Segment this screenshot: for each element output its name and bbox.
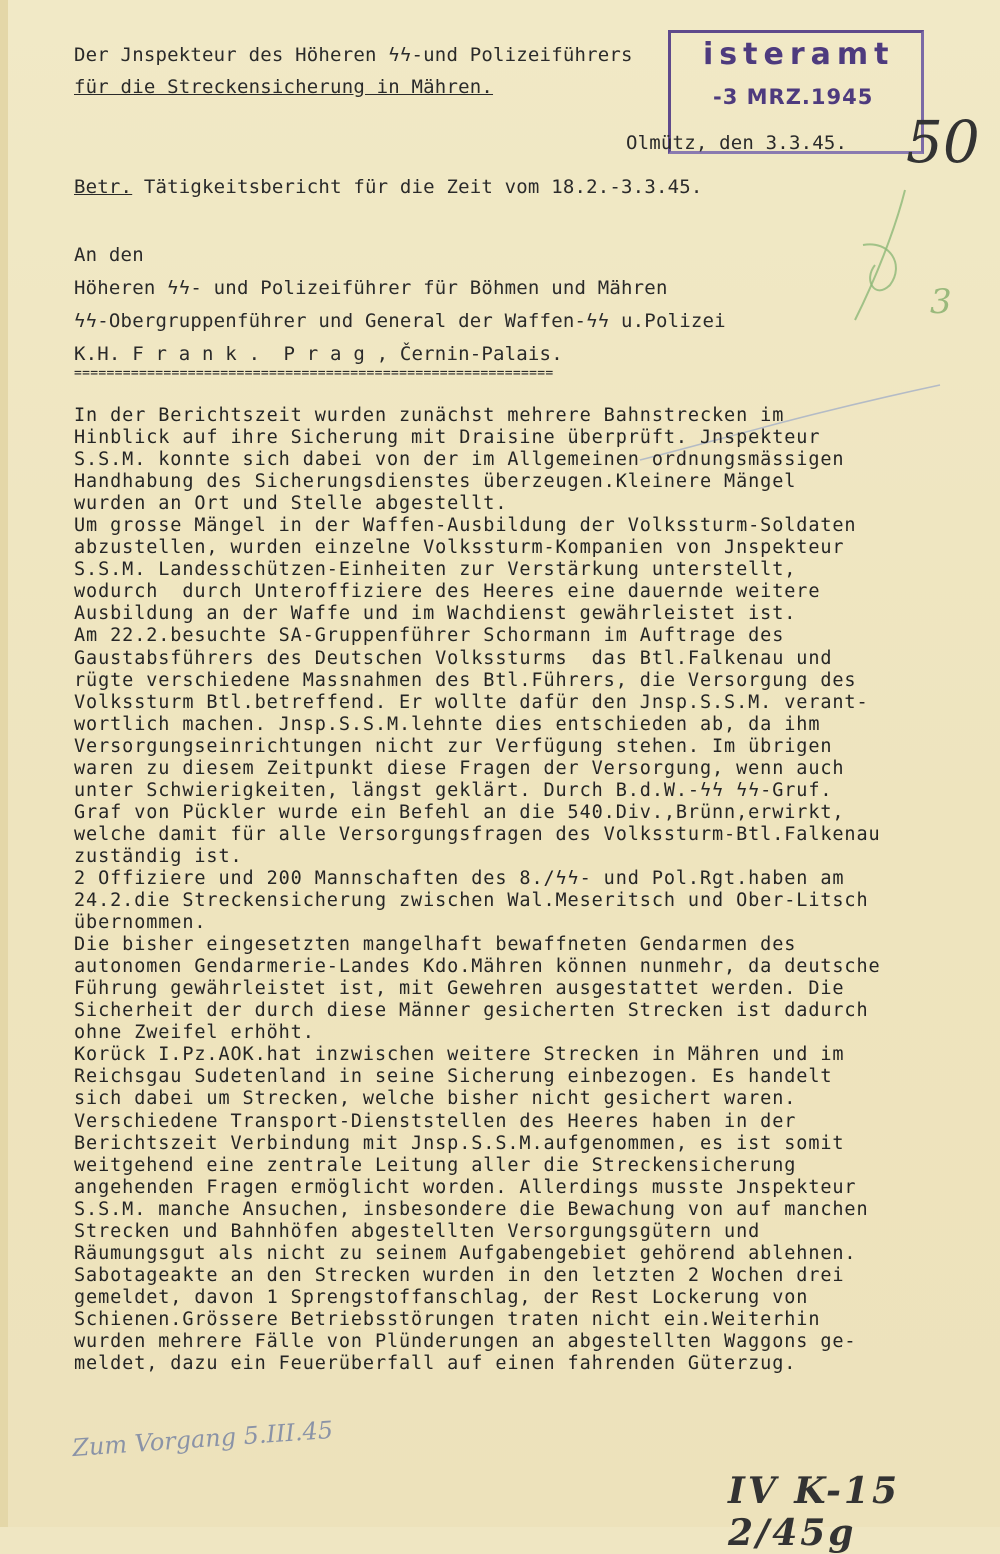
body-line: wurden an Ort und Stelle abgestellt. <box>74 493 508 515</box>
body-line: Hinblick auf ihre Sicherung mit Draisine überprüft. Jnspekteur <box>74 427 821 449</box>
body-line: rügte verschiedene Massnahmen des Btl.Führers, die Versorgung des <box>74 669 857 691</box>
body-line: autonomen Gendarmerie-Landes Kdo.Mähren können nunmehr, da deutsche <box>74 956 881 978</box>
body-line: übernommen. <box>74 912 207 934</box>
header-line-2: für die Streckensicherung in Mähren. <box>74 76 494 98</box>
body-line: zuständig ist. <box>74 845 243 867</box>
body-line: meldet, dazu ein Feuerüberfall auf einen fahrenden Güterzug. <box>74 1353 797 1375</box>
body-line: weitgehend eine zentrale Leitung aller die Streckensicherung <box>74 1154 797 1176</box>
stamp-office-text: isteramt <box>703 37 895 72</box>
green-pencil-stroke <box>855 190 905 320</box>
stamp-date: -3 MRZ.1945 <box>713 85 874 109</box>
body-line: Verschiedene Transport-Dienststellen des Heeres haben in der <box>74 1110 797 1132</box>
body-line: S.S.M. manche Ansuchen, insbesondere die Bewachung von auf manchen <box>74 1198 869 1220</box>
recipient-line-3: K.H. F r a n k . P r a g , Černin-Palais. <box>74 343 563 365</box>
green-pencil-mark <box>835 170 995 370</box>
handwritten-page-number: 50 <box>906 108 980 176</box>
body-line: Schienen.Grössere Betriebsstörungen traten nicht ein.Weiterhin <box>74 1308 821 1330</box>
body-line: Ausbildung an der Waffe und im Wachdienst gewährleistet ist. <box>74 603 797 625</box>
body-line: unter Schwierigkeiten, längst geklärt. Durch B.d.W.-ϟϟ ϟϟ-Gruf. <box>74 779 833 801</box>
body-line: Sabotageakte an den Strecken wurden in den letzten 2 Wochen drei <box>74 1264 845 1286</box>
body-line: Am 22.2.besuchte SA-Gruppenführer Schormann im Auftrage des <box>74 625 785 647</box>
subject-label: Betr. <box>74 176 133 198</box>
body-line: Handhabung des Sicherungsdienstes überzeugen.Kleinere Mängel <box>74 471 797 493</box>
green-pencil-number: 3 <box>930 282 952 322</box>
body-line: Strecken und Bahnhöfen abgestellten Versorgungsgütern und <box>74 1220 761 1242</box>
body-line: welche damit für alle Versorgungsfragen des Volkssturm-Btl.Falkenau <box>74 823 881 845</box>
body-line: gemeldet, davon 1 Sprengstoffanschlag, der Rest Lockerung von <box>74 1286 809 1308</box>
subject-text: Tätigkeitsbericht für die Zeit vom 18.2.-3.3.45. <box>143 176 703 198</box>
body-line: wortlich machen. Jnsp.S.S.M.lehnte dies entschieden ab, da ihm <box>74 713 821 735</box>
recipient-intro: An den <box>74 244 144 266</box>
body-line: Korück I.Pz.AOK.hat inzwischen weitere Strecken in Mähren und im <box>74 1044 845 1066</box>
report-body <box>74 405 881 1375</box>
body-line: Die bisher eingesetzten mangelhaft bewaffneten Gendarmen des <box>74 934 797 956</box>
place-date: Olmütz, den 3.3.45. <box>626 132 848 154</box>
body-line: Berichtszeit Verbindung mit Jnsp.S.S.M.aufgenommen, es ist somit <box>74 1132 845 1154</box>
body-line: Gaustabsführers des Deutschen Volkssturms das Btl.Falkenau und <box>74 647 833 669</box>
body-line: ohne Zweifel erhöht. <box>74 1022 315 1044</box>
body-line: Graf von Pückler wurde ein Befehl an die 540.Div.,Brünn,erwirkt, <box>74 801 845 823</box>
body-line: Sicherheit der durch diese Männer gesicherten Strecken ist dadurch <box>74 1000 869 1022</box>
subject-line <box>74 176 703 198</box>
body-line: waren zu diesem Zeitpunkt diese Fragen der Versorgung, wenn auch <box>74 757 845 779</box>
paper-edge <box>0 0 8 1527</box>
file-reference: IV K-15 2/45g <box>728 1470 901 1554</box>
body-line: 2 Offiziere und 200 Mannschaften des 8./ϟϟ- und Pol.Rgt.haben am <box>74 867 845 889</box>
body-line: sich dabei um Strecken, welche bisher nicht gesichert waren. <box>74 1088 797 1110</box>
body-line: wurden mehrere Fälle von Plünderungen an abgestellten Waggons ge- <box>74 1330 857 1352</box>
recipient-line-1: Höheren ϟϟ- und Polizeiführer für Böhmen und Mähren <box>74 277 668 299</box>
body-line: Um grosse Mängel in der Waffen-Ausbildung der Volkssturm-Soldaten <box>74 515 857 537</box>
body-line: wodurch durch Unteroffiziere des Heeres eine dauernde weitere <box>74 581 821 603</box>
body-line: 24.2.die Streckensicherung zwischen Wal.Meseritsch und Ober-Litsch <box>74 890 869 912</box>
body-line: Versorgungseinrichtungen nicht zur Verfügung stehen. Im übrigen <box>74 735 833 757</box>
body-line: In der Berichtszeit wurden zunächst mehrere Bahnstrecken im <box>74 405 785 426</box>
body-line: S.S.M. Landesschützen-Einheiten zur Verstärkung unterstellt, <box>74 559 797 581</box>
body-line: abzustellen, wurden einzelne Volkssturm-Kompanien von Jnspekteur <box>74 537 845 559</box>
recipient-line-2: ϟϟ-Obergruppenführer und General der Waffen-ϟϟ u.Polizei <box>74 310 726 332</box>
handwritten-note-bottom-left: Zum Vorgang 5.III.45 <box>71 1415 334 1463</box>
body-line: Reichsgau Sudetenland in seine Sicherung einbezogen. Es handelt <box>74 1066 833 1088</box>
body-line: Räumungsgut als nicht zu seinem Aufgabengebiet gehörend ablehnen. <box>74 1242 857 1264</box>
body-line: Führung gewährleistet ist, mit Gewehren ausgestattet werden. Die <box>74 978 845 1000</box>
body-line: Volkssturm Btl.betreffend. Er wollte dafür den Jnsp.S.S.M. verant- <box>74 691 869 713</box>
double-rule: =========================================================== <box>74 366 554 381</box>
body-line: angehenden Fragen ermöglicht worden. Allerdings musste Jnspekteur <box>74 1176 857 1198</box>
body-line: S.S.M. konnte sich dabei von der im Allgemeinen ordnungsmässigen <box>74 449 845 471</box>
header-line-1: Der Jnspekteur des Höheren ϟϟ-und Polizeiführers <box>74 44 633 66</box>
